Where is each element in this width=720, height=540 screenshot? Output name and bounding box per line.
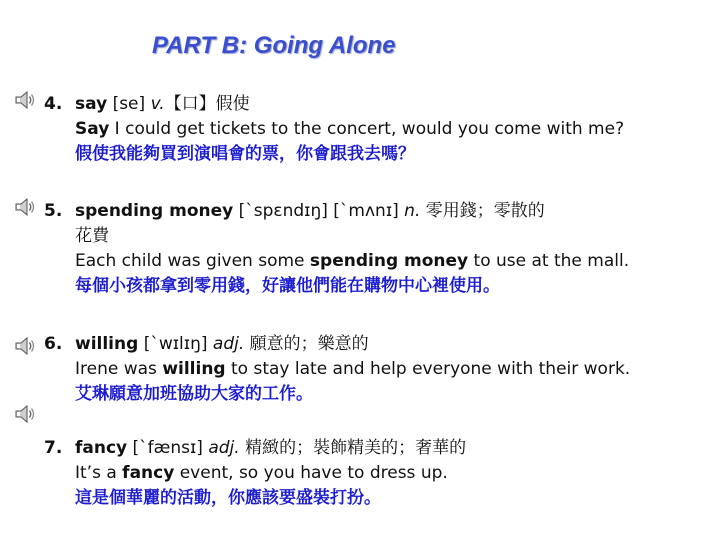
part-of-speech: v.	[150, 94, 165, 114]
vocab-entry-spending-money	[44, 199, 629, 299]
example-chinese: 艾琳願意加班協助大家的工作。	[75, 384, 313, 404]
definition: 【口】假使	[164, 94, 250, 114]
page-title: PART B: Going Alone	[152, 32, 396, 59]
headword: say	[75, 94, 108, 114]
phonetic: [ˋspɛndɪŋ] [ˋmʌnɪ]	[238, 201, 399, 221]
entry-number: 7.	[44, 438, 63, 458]
example-english	[44, 117, 624, 142]
definition-continued: 花費	[75, 226, 109, 246]
example-english	[44, 249, 629, 274]
example-english	[44, 357, 630, 382]
headword-line	[44, 92, 624, 117]
example-text: I could get tickets to the concert, would you come with me?	[109, 119, 625, 139]
definition: 零用錢；零散的	[425, 201, 545, 221]
part-of-speech: n.	[404, 201, 421, 221]
example-keyword: spending money	[309, 251, 469, 271]
phonetic: [se]	[112, 94, 146, 114]
entry-number: 6.	[44, 334, 63, 354]
definition: 願意的；樂意的	[249, 334, 369, 354]
speaker-sound-icon[interactable]	[14, 404, 36, 424]
headword: spending money	[75, 201, 234, 221]
headword: fancy	[75, 438, 128, 458]
example-text: to use at the mall.	[468, 251, 630, 271]
example-keyword: Say	[75, 119, 110, 139]
example-chinese: 這是個華麗的活動，你應該要盛裝打扮。	[75, 488, 381, 508]
entry-number: 4.	[44, 94, 63, 114]
example-chinese: 假使我能夠買到演唱會的票，你會跟我去嗎？	[75, 144, 415, 164]
speaker-sound-icon[interactable]	[14, 90, 36, 110]
example-keyword: fancy	[122, 463, 175, 483]
speaker-sound-icon[interactable]	[14, 336, 36, 356]
example-english	[44, 461, 466, 486]
example-text: to stay late and help everyone with their work.	[225, 359, 631, 379]
headword: willing	[75, 334, 139, 354]
speaker-sound-icon[interactable]	[14, 197, 36, 217]
part-of-speech: adj.	[208, 438, 240, 458]
headword-line	[44, 436, 466, 461]
vocab-entry-fancy	[44, 436, 466, 511]
example-text: Irene was	[75, 359, 163, 379]
vocab-entry-say	[44, 92, 624, 167]
entry-number: 5.	[44, 201, 63, 221]
example-text: event, so you have to dress up.	[174, 463, 448, 483]
headword-line	[44, 199, 629, 224]
vocab-entry-willing	[44, 332, 630, 407]
phonetic: [ˋfænsɪ]	[132, 438, 203, 458]
phonetic: [ˋwɪlɪŋ]	[143, 334, 208, 354]
headword-line	[44, 332, 630, 357]
example-keyword: willing	[162, 359, 226, 379]
example-chinese: 每個小孩都拿到零用錢，好讓他們能在購物中心裡使用。	[75, 276, 500, 296]
part-of-speech: adj.	[212, 334, 245, 354]
example-text: It’s a	[75, 463, 123, 483]
definition: 精緻的；裝飾精美的；奢華的	[245, 438, 467, 458]
example-text: Each child was given some	[75, 251, 310, 271]
